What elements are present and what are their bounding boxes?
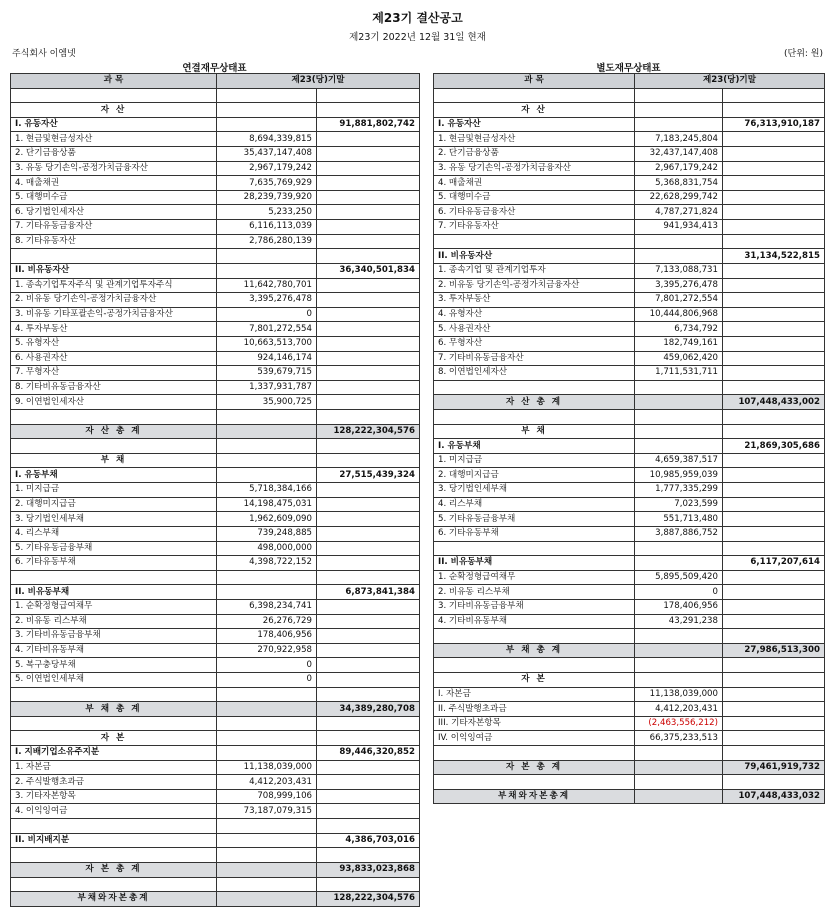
row-label: 4. 기타비유동부채 (434, 614, 635, 629)
table-row (434, 278, 825, 293)
row-label: II. 비유동부채 (11, 585, 217, 600)
table-row-blank (11, 88, 420, 103)
table-row (11, 132, 420, 147)
row-label: 1. 미지급금 (434, 453, 635, 468)
total-row (434, 643, 825, 658)
item-value: 7,023,599 (635, 497, 723, 512)
category-total: 31,134,522,815 (723, 249, 825, 264)
table-row (434, 263, 825, 278)
row-label: 1. 미지급금 (11, 483, 217, 498)
row-label: IV. 이익잉여금 (434, 731, 635, 746)
item-value: 7,635,769,929 (217, 176, 317, 191)
row-label: 3. 유동 당기손익-공정가치금융자산 (11, 161, 217, 176)
table-row-blank (11, 410, 420, 425)
category-total: 36,340,501,834 (317, 263, 420, 278)
total-row (11, 702, 420, 717)
header-period: 제23(당)기말 (635, 74, 825, 89)
category-total: 6,873,841,384 (317, 585, 420, 600)
row-label: 5. 기타유동금융부채 (11, 541, 217, 556)
row-label: 자 산 (434, 103, 635, 118)
table-row (11, 556, 420, 571)
row-label: 4. 매출채권 (434, 176, 635, 191)
item-value: 3,887,886,752 (635, 526, 723, 541)
item-value: 941,934,413 (635, 220, 723, 235)
table-row (11, 541, 420, 556)
row-label: 3. 기타자본항목 (11, 789, 217, 804)
row-label: II. 비지배지분 (11, 833, 217, 848)
row-label: 4. 유형자산 (434, 307, 635, 322)
table-row (11, 526, 420, 541)
category-row (11, 117, 420, 132)
row-label: 자 산 총 계 (11, 424, 217, 439)
table-row (11, 351, 420, 366)
table-row (11, 307, 420, 322)
item-value: 924,146,174 (217, 351, 317, 366)
item-value: 1,337,931,787 (217, 380, 317, 395)
grand-total: 107,448,433,032 (723, 789, 825, 804)
row-label: 자 본 총 계 (11, 862, 217, 877)
row-label: 자 본 (11, 731, 217, 746)
table-row (434, 307, 825, 322)
separate-balance-sheet (433, 73, 825, 804)
row-label: 7. 기타유동금융자산 (11, 220, 217, 235)
table-row (434, 526, 825, 541)
table-row (434, 599, 825, 614)
item-value: 6,398,234,741 (217, 599, 317, 614)
item-value: 11,138,039,000 (635, 687, 723, 702)
grand-total: 27,986,513,300 (723, 643, 825, 658)
category-total: 6,117,207,614 (723, 556, 825, 571)
row-label: 2. 단기금융상품 (11, 147, 217, 162)
table-header-row (11, 74, 420, 89)
table-row (11, 190, 420, 205)
row-label: I. 유동자산 (434, 117, 635, 132)
row-label: I. 자본금 (434, 687, 635, 702)
item-value: 498,000,000 (217, 541, 317, 556)
table-row (434, 147, 825, 162)
row-label: 5. 유형자산 (11, 336, 217, 351)
item-value: 1,962,609,090 (217, 512, 317, 527)
table-row (11, 278, 420, 293)
item-value: 11,642,780,701 (217, 278, 317, 293)
category-row (11, 833, 420, 848)
row-label: 3. 기타비유동금융부채 (434, 599, 635, 614)
table-row (434, 351, 825, 366)
table-row-blank (11, 687, 420, 702)
header-period: 제23(당)기말 (217, 74, 420, 89)
item-value: 1,711,531,711 (635, 366, 723, 381)
table-row (434, 716, 825, 731)
row-label: 2. 비유동 리스부채 (434, 585, 635, 600)
table-row-blank (434, 629, 825, 644)
total-row (11, 862, 420, 877)
row-label: 3. 당기법인세부채 (11, 512, 217, 527)
item-value: 539,679,715 (217, 366, 317, 381)
item-value: 7,183,245,804 (635, 132, 723, 147)
row-label: 부 채 (11, 453, 217, 468)
row-label: 3. 당기법인세부채 (434, 483, 635, 498)
item-value: 708,999,106 (217, 789, 317, 804)
category-total: 27,515,439,324 (317, 468, 420, 483)
row-label: I. 지배기업소유주지분 (11, 746, 217, 761)
table-row (434, 220, 825, 235)
item-value: 35,900,725 (217, 395, 317, 410)
category-row (434, 117, 825, 132)
table-row-blank (11, 439, 420, 454)
row-label: 부채와자본총계 (434, 789, 635, 804)
item-value: 270,922,958 (217, 643, 317, 658)
table-row (11, 147, 420, 162)
item-value: 6,116,113,039 (217, 220, 317, 235)
section-heading-row (434, 672, 825, 687)
page-title: 제23기 결산공고 (372, 11, 463, 25)
item-value: 551,713,480 (635, 512, 723, 527)
row-label: 8. 기타유동자산 (11, 234, 217, 249)
section-heading-row (11, 453, 420, 468)
item-value: 5,233,250 (217, 205, 317, 220)
item-value: 22,628,299,742 (635, 190, 723, 205)
row-label: 1. 종속기업투자주식 및 관계기업투자주식 (11, 278, 217, 293)
grand-total: 107,448,433,002 (723, 395, 825, 410)
section-heading-row (11, 103, 420, 118)
section-heading-row (11, 731, 420, 746)
category-row (11, 585, 420, 600)
table-row (11, 161, 420, 176)
table-row (11, 789, 420, 804)
row-label: 자 본 총 계 (434, 760, 635, 775)
item-value: 6,734,792 (635, 322, 723, 337)
row-label: 1. 자본금 (11, 760, 217, 775)
table-row (11, 672, 420, 687)
row-label: 3. 투자부동산 (434, 293, 635, 308)
table-row (11, 395, 420, 410)
item-value: 2,967,179,242 (217, 161, 317, 176)
row-label: 7. 기타비유동금융자산 (434, 351, 635, 366)
item-value: 7,801,272,554 (217, 322, 317, 337)
table-row (434, 731, 825, 746)
category-row (434, 249, 825, 264)
table-row (11, 336, 420, 351)
row-label: 1. 현금및현금성자산 (434, 132, 635, 147)
row-label: 4. 리스부채 (434, 497, 635, 512)
row-label: 부 채 총 계 (11, 702, 217, 717)
row-label: 2. 단기금융상품 (434, 147, 635, 162)
company-name: 주식회사 이엠넷 (12, 49, 76, 59)
header-account: 과 목 (434, 74, 635, 89)
item-value: 4,412,203,431 (217, 775, 317, 790)
item-value: 739,248,885 (217, 526, 317, 541)
table-header-row (434, 74, 825, 89)
item-value: (2,463,556,212) (635, 716, 723, 731)
table-row (11, 483, 420, 498)
table-row (11, 205, 420, 220)
item-value: 0 (635, 585, 723, 600)
table-row (434, 366, 825, 381)
table-row-blank (11, 819, 420, 834)
category-total: 89,446,320,852 (317, 746, 420, 761)
category-total: 21,869,305,686 (723, 439, 825, 454)
total-row (434, 395, 825, 410)
item-value: 66,375,233,513 (635, 731, 723, 746)
item-value: 178,406,956 (217, 629, 317, 644)
row-label: 5. 사용권자산 (434, 322, 635, 337)
item-value: 5,718,384,166 (217, 483, 317, 498)
table-row-blank (11, 249, 420, 264)
table-row-blank (434, 234, 825, 249)
row-label: II. 비유동자산 (11, 263, 217, 278)
item-value: 178,406,956 (635, 599, 723, 614)
table-row (11, 176, 420, 191)
table-row-blank (11, 570, 420, 585)
row-label: 5. 대행미수금 (434, 190, 635, 205)
item-value: 11,138,039,000 (217, 760, 317, 775)
table-row (11, 629, 420, 644)
item-value: 182,749,161 (635, 336, 723, 351)
row-label: 6. 기타유동부채 (11, 556, 217, 571)
total-row (434, 760, 825, 775)
row-label: 2. 대행미지급금 (11, 497, 217, 512)
row-label: 3. 비유동 기타포괄손익-공정가치금융자산 (11, 307, 217, 322)
item-value: 0 (217, 672, 317, 687)
item-value: 10,985,959,039 (635, 468, 723, 483)
grand-total: 79,461,919,732 (723, 760, 825, 775)
item-value: 3,395,276,478 (217, 293, 317, 308)
row-label: 자 본 (434, 672, 635, 687)
table-row (434, 336, 825, 351)
table-row-blank (434, 88, 825, 103)
item-value: 10,444,806,968 (635, 307, 723, 322)
item-value: 3,395,276,478 (635, 278, 723, 293)
row-label: 9. 이연법인세자산 (11, 395, 217, 410)
row-label: 5. 복구충당부채 (11, 658, 217, 673)
category-row (11, 468, 420, 483)
table-row (11, 234, 420, 249)
table-row (11, 658, 420, 673)
row-label: 5. 이연법인세부채 (11, 672, 217, 687)
table-row (11, 643, 420, 658)
table-row (11, 220, 420, 235)
item-value: 28,239,739,920 (217, 190, 317, 205)
table-row (434, 585, 825, 600)
item-value: 1,777,335,299 (635, 483, 723, 498)
table-row (434, 176, 825, 191)
table-row (11, 775, 420, 790)
item-value: 73,187,079,315 (217, 804, 317, 819)
row-label: 1. 순확정형급여채무 (11, 599, 217, 614)
row-label: 2. 비유동 당기손익-공정가치금융자산 (11, 293, 217, 308)
row-label: I. 유동부채 (11, 468, 217, 483)
row-label: 1. 현금및현금성자산 (11, 132, 217, 147)
item-value: 43,291,238 (635, 614, 723, 629)
row-label: 부 채 총 계 (434, 643, 635, 658)
table-row (11, 497, 420, 512)
row-label: III. 기타자본항목 (434, 716, 635, 731)
table-row (434, 687, 825, 702)
consolidated-balance-sheet (10, 73, 420, 907)
table-row-blank (11, 877, 420, 892)
row-label: 2. 비유동 당기손익-공정가치금융자산 (434, 278, 635, 293)
table-row (434, 132, 825, 147)
row-label: 자 산 총 계 (434, 395, 635, 410)
table-row-blank (434, 410, 825, 425)
table-row (434, 483, 825, 498)
item-value: 5,895,509,420 (635, 570, 723, 585)
item-value: 14,198,475,031 (217, 497, 317, 512)
table-row-blank (434, 380, 825, 395)
row-label: 8. 이연법인세자산 (434, 366, 635, 381)
table-row-blank (434, 541, 825, 556)
row-label: II. 주식발행초과금 (434, 702, 635, 717)
row-label: 3. 기타비유동금융부채 (11, 629, 217, 644)
row-label: 4. 매출채권 (11, 176, 217, 191)
table-row-blank (11, 716, 420, 731)
item-value: 32,437,147,408 (635, 147, 723, 162)
table-row (11, 293, 420, 308)
table-row (11, 380, 420, 395)
item-value: 8,694,339,815 (217, 132, 317, 147)
row-label: 6. 무형자산 (434, 336, 635, 351)
row-label: 6. 당기법인세자산 (11, 205, 217, 220)
table-row (11, 512, 420, 527)
category-row (11, 746, 420, 761)
item-value: 5,368,831,754 (635, 176, 723, 191)
row-label: 5. 대행미수금 (11, 190, 217, 205)
table-row (434, 497, 825, 512)
row-label: 4. 리스부채 (11, 526, 217, 541)
table-row (434, 614, 825, 629)
row-label: 2. 주식발행초과금 (11, 775, 217, 790)
item-value: 2,786,280,139 (217, 234, 317, 249)
consolidated-title: 연결재무상태표 (182, 63, 247, 74)
row-label: II. 비유동자산 (434, 249, 635, 264)
category-row (434, 439, 825, 454)
row-label: 7. 무형자산 (11, 366, 217, 381)
item-value: 10,663,513,700 (217, 336, 317, 351)
table-row (434, 453, 825, 468)
row-label: 4. 기타비유동부채 (11, 643, 217, 658)
item-value: 4,787,271,824 (635, 205, 723, 220)
category-total: 4,386,703,016 (317, 833, 420, 848)
table-row-blank (434, 746, 825, 761)
row-label: II. 비유동부채 (434, 556, 635, 571)
section-heading-row (434, 424, 825, 439)
row-label: 3. 유동 당기손익-공정가치금융자산 (434, 161, 635, 176)
row-label: 8. 기타비유동금융자산 (11, 380, 217, 395)
total-row (434, 789, 825, 804)
item-value: 0 (217, 658, 317, 673)
category-row (434, 556, 825, 571)
table-row (434, 161, 825, 176)
table-row (434, 468, 825, 483)
row-label: 2. 비유동 리스부채 (11, 614, 217, 629)
total-row (11, 424, 420, 439)
unit-label: (단위: 원) (784, 49, 823, 59)
row-label: 부 채 (434, 424, 635, 439)
table-row (434, 702, 825, 717)
row-label: 4. 이익잉여금 (11, 804, 217, 819)
row-label: 4. 투자부동산 (11, 322, 217, 337)
item-value: 7,133,088,731 (635, 263, 723, 278)
row-label: I. 유동자산 (11, 117, 217, 132)
table-row (11, 614, 420, 629)
category-total: 91,881,802,742 (317, 117, 420, 132)
header-account: 과 목 (11, 74, 217, 89)
category-row (11, 263, 420, 278)
item-value: 7,801,272,554 (635, 293, 723, 308)
item-value: 35,437,147,408 (217, 147, 317, 162)
table-row (11, 599, 420, 614)
row-label: 7. 기타유동자산 (434, 220, 635, 235)
row-label: 6. 기타유동부채 (434, 526, 635, 541)
row-label: I. 유동부채 (434, 439, 635, 454)
table-row (11, 760, 420, 775)
total-row (11, 892, 420, 907)
row-label: 1. 순확정형급여채무 (434, 570, 635, 585)
row-label: 2. 대행미지급금 (434, 468, 635, 483)
table-row-blank (434, 775, 825, 790)
item-value: 4,659,387,517 (635, 453, 723, 468)
row-label: 6. 기타유동금융자산 (434, 205, 635, 220)
table-row (434, 512, 825, 527)
item-value: 459,062,420 (635, 351, 723, 366)
table-row (434, 205, 825, 220)
table-row-blank (434, 658, 825, 673)
separate-title: 별도재무상태표 (596, 63, 661, 74)
grand-total: 128,222,304,576 (317, 424, 420, 439)
grand-total: 34,389,280,708 (317, 702, 420, 717)
page-subtitle: 제23기 2022년 12월 31일 현재 (349, 32, 486, 43)
item-value: 26,276,729 (217, 614, 317, 629)
item-value: 2,967,179,242 (635, 161, 723, 176)
grand-total: 93,833,023,868 (317, 862, 420, 877)
table-row (11, 804, 420, 819)
item-value: 4,412,203,431 (635, 702, 723, 717)
table-row (11, 366, 420, 381)
row-label: 1. 종속기업 및 관계기업투자 (434, 263, 635, 278)
row-label: 5. 기타유동금융부채 (434, 512, 635, 527)
table-row (434, 190, 825, 205)
table-row (11, 322, 420, 337)
row-label: 6. 사용권자산 (11, 351, 217, 366)
table-row (434, 293, 825, 308)
section-heading-row (434, 103, 825, 118)
table-row (434, 322, 825, 337)
table-row (434, 570, 825, 585)
grand-total: 128,222,304,576 (317, 892, 420, 907)
category-total: 76,313,910,187 (723, 117, 825, 132)
table-row-blank (11, 848, 420, 863)
item-value: 4,398,722,152 (217, 556, 317, 571)
row-label: 자 산 (11, 103, 217, 118)
row-label: 부채와자본총계 (11, 892, 217, 907)
item-value: 0 (217, 307, 317, 322)
